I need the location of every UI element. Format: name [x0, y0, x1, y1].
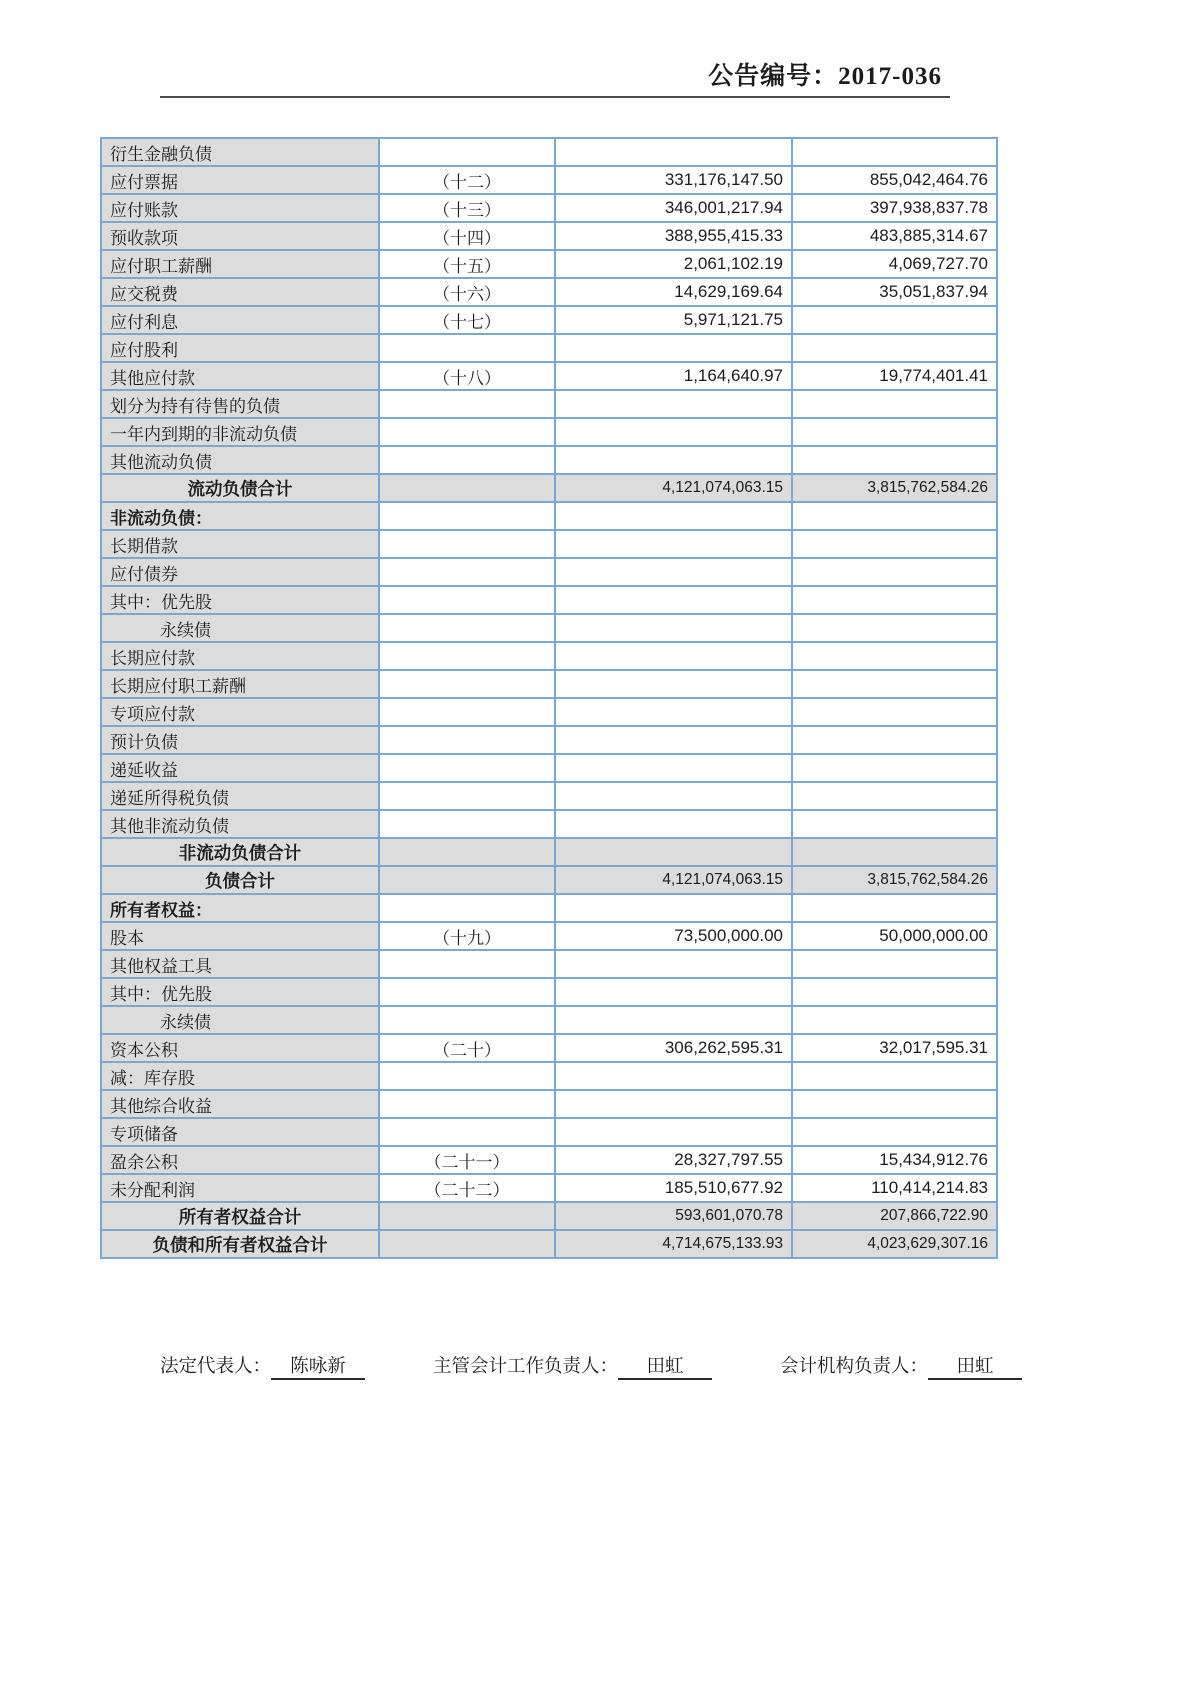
table-row: [101, 1202, 997, 1230]
table-row: [101, 1034, 997, 1062]
table-row: [101, 978, 997, 1006]
item-label-cell: 流动负债合计: [101, 474, 379, 502]
item-label-cell: 非流动负债：: [101, 502, 379, 530]
prior-amount-cell: [792, 418, 997, 446]
prior-amount-cell: [792, 670, 997, 698]
prior-amount-cell: 4,023,629,307.16: [792, 1230, 997, 1258]
current-amount-cell: [555, 502, 792, 530]
item-label-cell: 长期应付款: [101, 642, 379, 670]
prior-amount-cell: [792, 614, 997, 642]
table-row: [101, 1230, 997, 1258]
table-row: [101, 558, 997, 586]
item-label-cell: 所有者权益合计: [101, 1202, 379, 1230]
note-cell: [379, 1230, 555, 1258]
table-row: [101, 894, 997, 922]
table-row: [101, 418, 997, 446]
item-label-cell: 应付票据: [101, 166, 379, 194]
table-row: [101, 754, 997, 782]
note-cell: [379, 670, 555, 698]
item-label-cell: 其他应付款: [101, 362, 379, 390]
prior-amount-cell: 207,866,722.90: [792, 1202, 997, 1230]
prior-amount-cell: [792, 446, 997, 474]
header-divider: [160, 96, 950, 98]
item-label-cell: 划分为持有待售的负债: [101, 390, 379, 418]
item-label-cell: 递延收益: [101, 754, 379, 782]
prior-amount-cell: [792, 1006, 997, 1034]
table-row: [101, 1146, 997, 1174]
table-row: [101, 138, 997, 166]
prior-amount-cell: [792, 978, 997, 1006]
signature-row: [160, 1352, 1110, 1380]
prior-amount-cell: 4,069,727.70: [792, 250, 997, 278]
balance-table-body: [101, 138, 997, 1258]
current-amount-cell: [555, 530, 792, 558]
current-amount-cell: [555, 978, 792, 1006]
note-cell: （十三）: [379, 194, 555, 222]
prior-amount-cell: [792, 754, 997, 782]
prior-amount-cell: [792, 810, 997, 838]
prior-amount-cell: 50,000,000.00: [792, 922, 997, 950]
note-cell: [379, 642, 555, 670]
item-label-cell: 其中：优先股: [101, 586, 379, 614]
legal-representative-name: 陈咏新: [271, 1352, 365, 1380]
item-label-cell: 减：库存股: [101, 1062, 379, 1090]
note-cell: [379, 530, 555, 558]
item-label-cell: 专项应付款: [101, 698, 379, 726]
legal-representative: [160, 1352, 365, 1380]
note-cell: （十八）: [379, 362, 555, 390]
prior-amount-cell: 3,815,762,584.26: [792, 474, 997, 502]
note-cell: [379, 866, 555, 894]
current-amount-cell: 1,164,640.97: [555, 362, 792, 390]
prior-amount-cell: [792, 1090, 997, 1118]
current-amount-cell: [555, 782, 792, 810]
item-label-cell: 其他综合收益: [101, 1090, 379, 1118]
current-amount-cell: [555, 558, 792, 586]
note-cell: [379, 1006, 555, 1034]
note-cell: [379, 390, 555, 418]
prior-amount-cell: [792, 950, 997, 978]
current-amount-cell: [555, 698, 792, 726]
prior-amount-cell: [792, 782, 997, 810]
current-amount-cell: [555, 726, 792, 754]
note-cell: （二十）: [379, 1034, 555, 1062]
table-row: [101, 810, 997, 838]
note-cell: [379, 838, 555, 866]
current-amount-cell: [555, 138, 792, 166]
item-label-cell: 盈余公积: [101, 1146, 379, 1174]
item-label-cell: 永续债: [101, 614, 379, 642]
note-cell: [379, 1062, 555, 1090]
prior-amount-cell: [792, 138, 997, 166]
note-cell: [379, 810, 555, 838]
table-row: [101, 1090, 997, 1118]
table-row: [101, 1006, 997, 1034]
note-cell: [379, 950, 555, 978]
note-cell: [379, 558, 555, 586]
item-label-cell: 专项储备: [101, 1118, 379, 1146]
table-row: [101, 306, 997, 334]
current-amount-cell: [555, 418, 792, 446]
current-amount-cell: [555, 586, 792, 614]
prior-amount-cell: 855,042,464.76: [792, 166, 997, 194]
item-label-cell: 应付利息: [101, 306, 379, 334]
note-cell: [379, 614, 555, 642]
current-amount-cell: [555, 894, 792, 922]
table-row: [101, 166, 997, 194]
item-label-cell: 其他权益工具: [101, 950, 379, 978]
prior-amount-cell: [792, 698, 997, 726]
prior-amount-cell: 32,017,595.31: [792, 1034, 997, 1062]
accounting-department-head-name: 田虹: [928, 1352, 1022, 1380]
item-label-cell: 预计负债: [101, 726, 379, 754]
prior-amount-cell: 397,938,837.78: [792, 194, 997, 222]
balance-sheet-table: [100, 137, 998, 1259]
prior-amount-cell: 35,051,837.94: [792, 278, 997, 306]
current-amount-cell: [555, 670, 792, 698]
table-row: [101, 278, 997, 306]
prior-amount-cell: [792, 558, 997, 586]
current-amount-cell: 4,121,074,063.15: [555, 866, 792, 894]
prior-amount-cell: [792, 390, 997, 418]
item-label-cell: 永续债: [101, 1006, 379, 1034]
prior-amount-cell: 15,434,912.76: [792, 1146, 997, 1174]
current-amount-cell: [555, 950, 792, 978]
prior-amount-cell: 110,414,214.83: [792, 1174, 997, 1202]
current-amount-cell: [555, 1090, 792, 1118]
table-row: [101, 502, 997, 530]
table-row: [101, 586, 997, 614]
current-amount-cell: 14,629,169.64: [555, 278, 792, 306]
item-label-cell: 应付职工薪酬: [101, 250, 379, 278]
current-amount-cell: [555, 838, 792, 866]
table-row: [101, 950, 997, 978]
note-cell: [379, 894, 555, 922]
table-row: [101, 614, 997, 642]
current-amount-cell: 2,061,102.19: [555, 250, 792, 278]
item-label-cell: 其中：优先股: [101, 978, 379, 1006]
current-amount-cell: 331,176,147.50: [555, 166, 792, 194]
note-cell: [379, 446, 555, 474]
item-label-cell: 资本公积: [101, 1034, 379, 1062]
chief-accountant: [433, 1352, 712, 1380]
current-amount-cell: 5,971,121.75: [555, 306, 792, 334]
item-label-cell: 长期应付职工薪酬: [101, 670, 379, 698]
table-row: [101, 194, 997, 222]
item-label-cell: 负债合计: [101, 866, 379, 894]
item-label-cell: 其他非流动负债: [101, 810, 379, 838]
prior-amount-cell: 19,774,401.41: [792, 362, 997, 390]
item-label-cell: 其他流动负债: [101, 446, 379, 474]
prior-amount-cell: [792, 726, 997, 754]
item-label-cell: 所有者权益：: [101, 894, 379, 922]
current-amount-cell: [555, 810, 792, 838]
prior-amount-cell: [792, 334, 997, 362]
chief-accountant-name: 田虹: [618, 1352, 712, 1380]
item-label-cell: 衍生金融负债: [101, 138, 379, 166]
table-row: [101, 670, 997, 698]
item-label-cell: 应付股利: [101, 334, 379, 362]
table-row: [101, 782, 997, 810]
table-row: [101, 362, 997, 390]
prior-amount-cell: [792, 1118, 997, 1146]
prior-amount-cell: 483,885,314.67: [792, 222, 997, 250]
current-amount-cell: 28,327,797.55: [555, 1146, 792, 1174]
current-amount-cell: 4,714,675,133.93: [555, 1230, 792, 1258]
item-label-cell: 一年内到期的非流动负债: [101, 418, 379, 446]
current-amount-cell: [555, 754, 792, 782]
current-amount-cell: [555, 446, 792, 474]
table-row: [101, 222, 997, 250]
note-cell: [379, 1090, 555, 1118]
item-label-cell: 股本: [101, 922, 379, 950]
table-row: [101, 642, 997, 670]
note-cell: [379, 978, 555, 1006]
item-label-cell: 应交税费: [101, 278, 379, 306]
prior-amount-cell: [792, 530, 997, 558]
note-cell: [379, 782, 555, 810]
current-amount-cell: 346,001,217.94: [555, 194, 792, 222]
note-cell: [379, 1202, 555, 1230]
item-label-cell: 长期借款: [101, 530, 379, 558]
prior-amount-cell: [792, 894, 997, 922]
note-cell: [379, 474, 555, 502]
current-amount-cell: [555, 390, 792, 418]
item-label-cell: 应付账款: [101, 194, 379, 222]
table-row: [101, 726, 997, 754]
note-cell: [379, 698, 555, 726]
note-cell: [379, 418, 555, 446]
current-amount-cell: 4,121,074,063.15: [555, 474, 792, 502]
accounting-department-head-label: 会计机构负责人：: [780, 1357, 929, 1377]
accounting-department-head: [780, 1352, 1022, 1380]
prior-amount-cell: [792, 586, 997, 614]
current-amount-cell: [555, 1006, 792, 1034]
current-amount-cell: [555, 614, 792, 642]
prior-amount-cell: [792, 838, 997, 866]
item-label-cell: 递延所得税负债: [101, 782, 379, 810]
item-label-cell: 非流动负债合计: [101, 838, 379, 866]
legal-representative-label: 法定代表人：: [160, 1357, 272, 1377]
chief-accountant-label: 主管会计工作负责人：: [433, 1357, 619, 1377]
table-row: [101, 530, 997, 558]
table-row: [101, 250, 997, 278]
note-cell: （十七）: [379, 306, 555, 334]
note-cell: （十五）: [379, 250, 555, 278]
table-row: [101, 1174, 997, 1202]
current-amount-cell: [555, 1062, 792, 1090]
current-amount-cell: 388,955,415.33: [555, 222, 792, 250]
table-row: [101, 1062, 997, 1090]
note-cell: [379, 502, 555, 530]
item-label-cell: 预收款项: [101, 222, 379, 250]
note-cell: [379, 754, 555, 782]
note-cell: [379, 726, 555, 754]
note-cell: （二十二）: [379, 1174, 555, 1202]
current-amount-cell: 185,510,677.92: [555, 1174, 792, 1202]
prior-amount-cell: [792, 1062, 997, 1090]
prior-amount-cell: [792, 642, 997, 670]
table-row: [101, 446, 997, 474]
current-amount-cell: 306,262,595.31: [555, 1034, 792, 1062]
prior-amount-cell: [792, 306, 997, 334]
table-row: [101, 866, 997, 894]
prior-amount-cell: 3,815,762,584.26: [792, 866, 997, 894]
table-row: [101, 922, 997, 950]
note-cell: [379, 334, 555, 362]
note-cell: （十二）: [379, 166, 555, 194]
table-row: [101, 474, 997, 502]
item-label-cell: 应付债券: [101, 558, 379, 586]
note-cell: （十四）: [379, 222, 555, 250]
note-cell: [379, 586, 555, 614]
note-cell: （十九）: [379, 922, 555, 950]
announcement-number: 公告编号：2017-036: [708, 63, 942, 90]
current-amount-cell: 593,601,070.78: [555, 1202, 792, 1230]
table-row: [101, 1118, 997, 1146]
table-row: [101, 390, 997, 418]
current-amount-cell: [555, 1118, 792, 1146]
note-cell: （十六）: [379, 278, 555, 306]
note-cell: [379, 138, 555, 166]
table-row: [101, 334, 997, 362]
current-amount-cell: [555, 642, 792, 670]
table-row: [101, 838, 997, 866]
current-amount-cell: [555, 334, 792, 362]
table-row: [101, 698, 997, 726]
current-amount-cell: 73,500,000.00: [555, 922, 792, 950]
note-cell: [379, 1118, 555, 1146]
prior-amount-cell: [792, 502, 997, 530]
item-label-cell: 未分配利润: [101, 1174, 379, 1202]
item-label-cell: 负债和所有者权益合计: [101, 1230, 379, 1258]
note-cell: （二十一）: [379, 1146, 555, 1174]
